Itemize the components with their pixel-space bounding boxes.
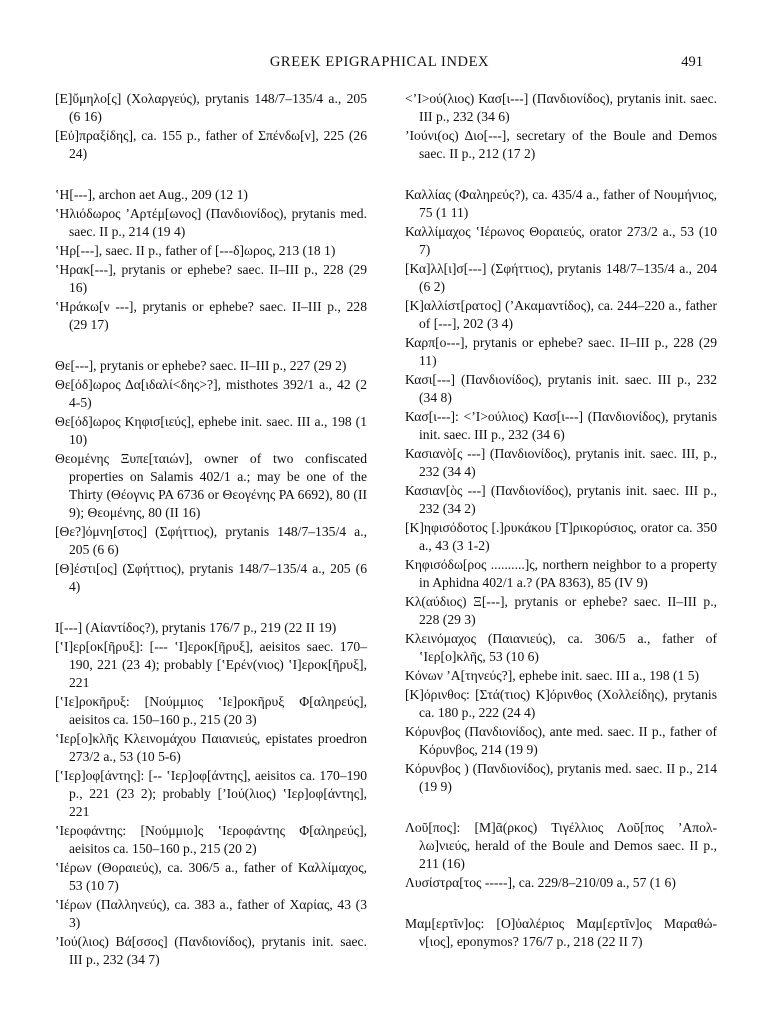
index-entry: Κασι[---] (Πανδιονίδος), prytanis init. saec. III p., 232 (34 8) (405, 372, 717, 405)
index-entry: <ʼΙ>ού(λιος) Κασ[ι---] (Πανδιονίδος), prytanis init. saec. III p., 232 (34 6) (405, 91, 717, 124)
index-entry: [Ε]ὔμηλο[ς] (Χολαργεύς), prytanis 148/7–135/4 a., 205 (6 16) (55, 91, 367, 124)
index-entry: [ʽΙ]ερ[οκ[ῆρυξ]: [--- ʽΙ]εροκ[ῆρυξ], aeisitos saec. 170–190, 221 (23 4); probably [ʽΕρέν(νιος) ʽΙ]εροκ[ῆρυξ], 221 (55, 639, 367, 690)
page-header (0, 54, 759, 74)
index-entry: Ι[---] (Αἰαντίδος?), prytanis 176/7 p., 219 (22 II 19) (55, 620, 337, 635)
index-entry: Θεομένης Ξυπε[ταιών], owner of two confiscated properties on Salamis 402/1 a.; may be one of the Thirty (Θέογνις PA 6736 or Θεογένης PA 6692), 80 (II 9); Θεομένης, 80 (II 16) (55, 451, 367, 520)
index-entry: Θε[όδ]ωρος Κηφισ[ιεύς], ephebe init. saec. III a., 198 (1 10) (55, 414, 367, 447)
index-entry: ʼΙού(λιος) Βά[σσος] (Πανδιονίδος), prytanis init. saec. III p., 232 (34 7) (55, 934, 367, 967)
index-entry: ʽΙέρων (Θοραιεύς), ca. 306/5 a., father of Καλλίμαχος, 53 (10 7) (55, 860, 367, 893)
running-title: GREEK EPIGRAPHICAL INDEX (269, 54, 490, 70)
index-entry: Κλ(αύδιος) Ξ[---], prytanis or ephebe? saec. II–III p., 228 (29 3) (405, 594, 717, 627)
index-entry: ʽΙερ[ο]κλῆς Κλεινομάχου Παιανιεύς, epistates proedron 273/2 a., 53 (10 5-6) (55, 731, 367, 764)
index-entry: [Κ]ηφισόδοτος [.]ρυκάκου [Τ]ρικορύσιος, orator ca. 350 a., 43 (3 1-2) (405, 520, 717, 553)
section-gap (405, 164, 717, 186)
index-entry: [Θ]έστι[ος] (Σφήττιος), prytanis 148/7–135/4 a., 205 (6 4) (55, 561, 367, 594)
index-entry: ʽΗλιόδωρος ʼΑρτέμ[ωνος] (Πανδιονίδος), prytanis med. saec. II p., 214 (19 4) (55, 206, 367, 239)
index-entry: [Κ]αλλίστ[ρατος] (ʼΑκαμαντίδος), ca. 244–220 a., father of [---], 202 (3 4) (405, 298, 717, 331)
index-entry: [ʽΙερ]οφ[άντης]: [-- ʽΙερ]οφ[άντης], aeisitos ca. 170–190 p., 221 (23 2); probably [ʼΙού(λιος) ʽΙερ]οφ[άντης], 221 (55, 768, 367, 819)
index-entry: Κασιαν[ὸς ---] (Πανδιονίδος), prytanis init. saec. III p., 232 (34 2) (405, 483, 717, 516)
index-entry: Λοῦ[πος]: [Μ]ᾶ(ρκος) Τιγέλλιος Λοῦ[πος ʼΑπολ-λω]νιεύς, herald of the Boule and Demos saec. II p., 211 (16) (405, 820, 717, 871)
index-entry: ʽΗρ[---], saec. II p., father of [---δ]ωρος, 213 (18 1) (55, 243, 336, 258)
index-entry: Μαμ[ερτῖν]ος: [Ο]ὐαλέριος Μαμ[ερτῖν]ος Μαραθώ-ν[ιος], eponymos? 176/7 p., 218 (22 II 7) (405, 916, 717, 949)
index-entry: ʽΗράκω[ν ---], prytanis or ephebe? saec. II–III p., 228 (29 17) (55, 299, 367, 332)
index-entry: ʽΗ[---], archon aet Aug., 209 (12 1) (55, 187, 248, 202)
index-entry: ʽΙέρων (Παλληνεύς), ca. 383 a., father of Χαρίας, 43 (3 3) (55, 897, 367, 930)
index-entry: Θε[όδ]ωρος Δα[ιδαλί<δης>?], misthotes 392/1 a., 42 (2 4-5) (55, 377, 367, 410)
index-entry: ʽΙεροφάντης: [Νούμμιο]ς ʽΙεροφάντης Φ[αληρεύς], aeisitos ca. 150–160 p., 215 (20 2) (55, 823, 367, 856)
index-entry: Κασιανὸ[ς ---] (Πανδιονίδος), prytanis init. saec. III, p., 232 (34 4) (405, 446, 717, 479)
index-entry: [Εὐ]πραξίδης], ca. 155 p., father of Σπένδω[ν], 225 (26 24) (55, 128, 367, 161)
index-entry: [ʽΙε]ροκῆρυξ: [Νούμμιος ʽΙε]ροκῆρυξ Φ[αληρεύς], aeisitos ca. 150–160 p., 215 (20 3) (55, 694, 367, 727)
index-entry: Θε[---], prytanis or ephebe? saec. II–III p., 227 (29 2) (55, 358, 347, 373)
page-number: 491 (681, 54, 703, 70)
index-entry: Κόρυνβος ) (Πανδιονίδος), prytanis med. saec. II p., 214 (19 9) (405, 761, 717, 794)
index-entry: ʼΙούνι(ος) Διο[---], secretary of the Boule and Demos saec. II p., 212 (17 2) (405, 128, 717, 161)
index-entry: Κασ[ι---]: <ʼΙ>ούλιος) Κασ[ι---] (Πανδιονίδος), prytanis init. saec. III p., 232 (34 6) (405, 409, 717, 442)
index-entry: ʽΗρακ[---], prytanis or ephebe? saec. II–III p., 228 (29 16) (55, 262, 367, 295)
index-entry: Καλλίμαχος ʽΙέρωνος Θοραιεύς, orator 273/2 a., 53 (10 7) (405, 224, 717, 257)
index-entry: [Κα]λλ[ι]σ[---] (Σφήττιος), prytanis 148/7–135/4 a., 204 (6 2) (405, 261, 717, 294)
index-entry: [Θε?]όμνη[στος] (Σφήττιος), prytanis 148/7–135/4 a., 205 (6 6) (55, 524, 367, 557)
index-entry: Λυσίστρα[τος -----], ca. 229/8–210/09 a., 57 (1 6) (405, 875, 676, 890)
index-entry: Κηφισόδω[ρος ..........]ς, northern neighbor to a property in Aphidna 402/1 a.? (PA 8363), 85 (IV 9) (405, 557, 717, 590)
left-column (55, 90, 367, 970)
index-entry: Καλλίας (Φαληρεύς?), ca. 435/4 a., father of Νουμήνιος, 75 (1 11) (405, 187, 717, 220)
index-entry: Καρπ[ο---], prytanis or ephebe? saec. II–III p., 228 (29 11) (405, 335, 717, 368)
section-gap (405, 893, 717, 915)
right-column (405, 90, 717, 952)
index-entry: Κόρυνβος (Πανδιονίδος), ante med. saec. II p., father of Κόρυνβος, 214 (19 9) (405, 724, 717, 757)
index-entry: [Κ]όρινθος: [Στά(τιος) Κ]όρινθος (Χολλείδης), prytanis ca. 180 p., 222 (24 4) (405, 687, 717, 720)
section-gap (55, 335, 367, 357)
index-entry: Κόνων ʼΑ[τηνεύς?], ephebe init. saec. III a., 198 (1 5) (405, 668, 700, 683)
section-gap (55, 164, 367, 186)
section-gap (55, 597, 367, 619)
index-entry: Κλεινόμαχος (Παιανιεύς), ca. 306/5 a., father of ʽΙερ[ο]κλῆς, 53 (10 6) (405, 631, 717, 664)
section-gap (405, 797, 717, 819)
